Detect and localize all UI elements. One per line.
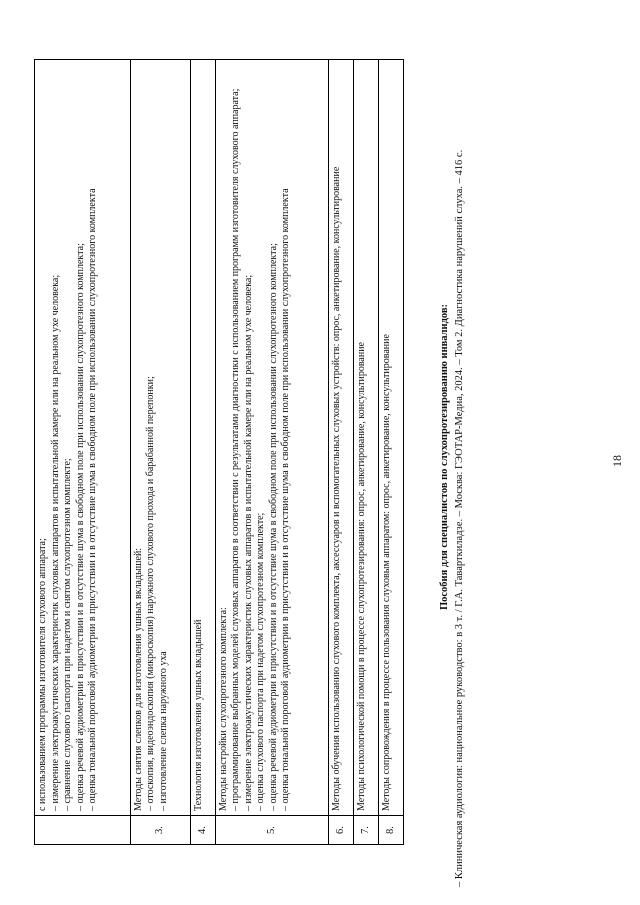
- table-row: [130, 60, 190, 845]
- row-number: 5.: [215, 816, 329, 845]
- row-content: [191, 60, 216, 816]
- content-line: Методы психологической помощи в процессе слухопротезирования: опрос, анкетирование, консультирование: [356, 342, 368, 811]
- row-content: [379, 60, 404, 816]
- methods-table: [34, 59, 404, 845]
- content-line: Методы сопровождения в процессе пользования слуховым аппаратом: опрос, анкетирование, консультирование: [381, 334, 393, 811]
- row-content: [329, 60, 354, 816]
- row-number: 6.: [329, 816, 354, 845]
- content-line: – оценка речевой аудиометрии в присутствии и в отсутствие шума в свободном поле при использовании слухопротезного комплекта;: [74, 243, 86, 811]
- content-line: – отоскопия, видеоэндоскопия (микроскопия) наружного слухового прохода и барабанной перепонки;: [145, 376, 157, 811]
- content-line: – оценка тональной пороговой аудиометрии в присутствии и в отсутствие шума в свободном поле при использовании слухопротезного комплекта: [87, 188, 98, 811]
- row-number: 8.: [379, 816, 404, 845]
- literature-section: [438, 27, 467, 887]
- page-number: 18: [610, 455, 624, 467]
- table-row: [35, 60, 131, 845]
- row-number: [35, 816, 131, 845]
- row-number: 3.: [130, 816, 190, 845]
- row-content: [35, 60, 131, 816]
- row-content: [130, 60, 190, 816]
- content-line: Методы обучения использованию слухового комплекта, аксессуаров и вспомогательных слуховых устройств: опрос, анкетирование, консультирование: [331, 166, 343, 811]
- row-content: [354, 60, 379, 816]
- literature-item: – Клиническая аудиология: национальное руководство: в 3 т. / Г.А. Таварткиладзе. – Москва: ГЭОТАР-Медиа, 2024. – Том 2. Диагностика нарушений слуха. – 416 с.: [454, 149, 465, 887]
- table-row: [329, 60, 354, 845]
- table-row: [215, 60, 329, 845]
- content-line: Технология изготовления ушных вкладышей: [193, 619, 205, 811]
- table-row: [379, 60, 404, 845]
- content-line: – сравнение слухового паспорта при надетом и снятом слухопротезном комплекте;: [62, 458, 73, 811]
- row-number: 4.: [191, 816, 216, 845]
- content-line: – изготовление слепка наружного уха: [157, 651, 169, 811]
- row-content: [215, 60, 329, 816]
- content-line: – оценка слухового паспорта при надетом слухопротезном комплекте;: [255, 512, 267, 811]
- row-number: 7.: [354, 816, 379, 845]
- content-line: – оценка тональной пороговой аудиометрии в присутствии и в отсутствие шума в свободном поле при использовании слухопротезного комплекта: [280, 188, 292, 811]
- content-line: с использованием программы изготовителя слухового аппарата;: [37, 538, 48, 811]
- content-line: Методы снятия слепков для изготовления ушных вкладышей:: [132, 547, 144, 811]
- content-line: Методы настройки слухопротезного комплекта:: [217, 607, 229, 811]
- content-line: – оценка речевой аудиометрии в присутствии и в отсутствие шума в свободном поле при использовании слухопротезного комплекта;: [267, 243, 279, 811]
- content-line: – измерение электроакустических характеристик слуховых аппаратов в испытательной камере или на реальном ухе человека;: [49, 274, 61, 811]
- table-row: [191, 60, 216, 845]
- table-row: [354, 60, 379, 845]
- literature-title: Пособия для специалистов по слухопротезированию инвалидов:: [439, 303, 450, 611]
- content-line: – программирование выбранных моделей слуховых аппаратов в соответствии с результатами диагностики с использованием программ изготовителя слухового аппарата;: [230, 88, 242, 811]
- content-line: – измерение электроакустических характеристик слуховых аппаратов в испытательной камере или на реальном ухе человека;: [242, 274, 254, 811]
